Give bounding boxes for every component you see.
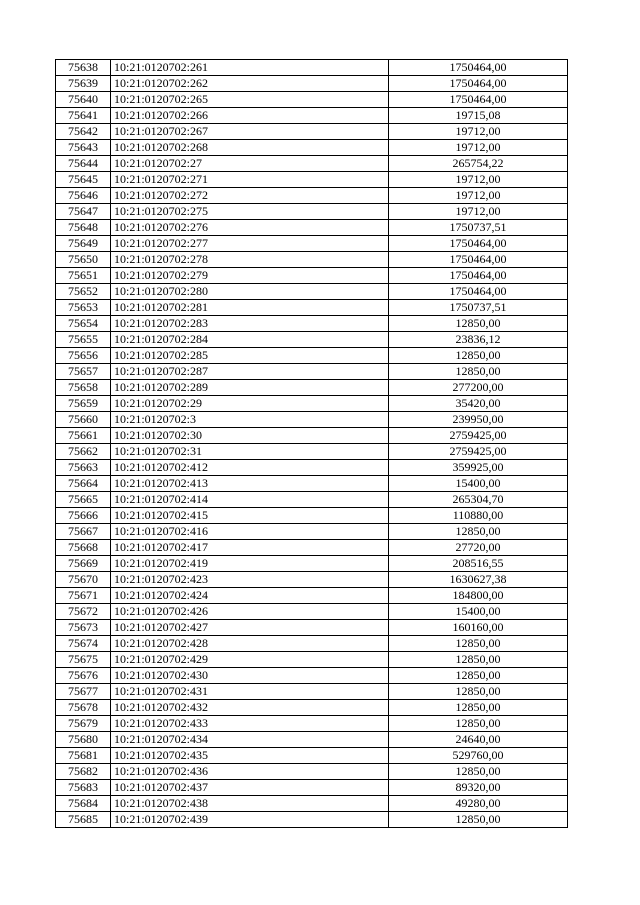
table-row	[56, 92, 568, 108]
table-row	[56, 428, 568, 444]
row-number-cell: 75660	[56, 412, 111, 428]
value-cell: 12850,00	[389, 348, 568, 364]
cadastral-number-cell: 10:21:0120702:276	[111, 220, 389, 236]
value-cell: 239950,00	[389, 412, 568, 428]
row-number-cell: 75683	[56, 780, 111, 796]
cadastral-number-cell: 10:21:0120702:412	[111, 460, 389, 476]
table-row	[56, 156, 568, 172]
row-number-cell: 75663	[56, 460, 111, 476]
value-cell: 1750464,00	[389, 60, 568, 76]
table-row	[56, 444, 568, 460]
row-number-cell: 75672	[56, 604, 111, 620]
row-number-cell: 75652	[56, 284, 111, 300]
value-cell: 359925,00	[389, 460, 568, 476]
cadastral-number-cell: 10:21:0120702:428	[111, 636, 389, 652]
row-number-cell: 75661	[56, 428, 111, 444]
table-row	[56, 812, 568, 828]
table-row	[56, 332, 568, 348]
row-number-cell: 75644	[56, 156, 111, 172]
table-row	[56, 108, 568, 124]
row-number-cell: 75673	[56, 620, 111, 636]
table-row	[56, 540, 568, 556]
row-number-cell: 75659	[56, 396, 111, 412]
value-cell: 23836,12	[389, 332, 568, 348]
table-row	[56, 380, 568, 396]
table-row	[56, 284, 568, 300]
value-cell: 19712,00	[389, 140, 568, 156]
value-cell: 277200,00	[389, 380, 568, 396]
cadastral-number-cell: 10:21:0120702:278	[111, 252, 389, 268]
row-number-cell: 75649	[56, 236, 111, 252]
cadastral-number-cell: 10:21:0120702:266	[111, 108, 389, 124]
table-body	[56, 60, 568, 828]
cadastral-number-cell: 10:21:0120702:268	[111, 140, 389, 156]
value-cell: 160160,00	[389, 620, 568, 636]
table-row	[56, 636, 568, 652]
cadastral-number-cell: 10:21:0120702:265	[111, 92, 389, 108]
cadastral-number-cell: 10:21:0120702:284	[111, 332, 389, 348]
value-cell: 1750464,00	[389, 252, 568, 268]
row-number-cell: 75675	[56, 652, 111, 668]
cadastral-number-cell: 10:21:0120702:31	[111, 444, 389, 460]
value-cell: 1750464,00	[389, 284, 568, 300]
table-row	[56, 460, 568, 476]
row-number-cell: 75639	[56, 76, 111, 92]
row-number-cell: 75650	[56, 252, 111, 268]
row-number-cell: 75679	[56, 716, 111, 732]
cadastral-number-cell: 10:21:0120702:424	[111, 588, 389, 604]
table-row	[56, 140, 568, 156]
value-cell: 49280,00	[389, 796, 568, 812]
table-row	[56, 220, 568, 236]
cadastral-number-cell: 10:21:0120702:435	[111, 748, 389, 764]
row-number-cell: 75647	[56, 204, 111, 220]
row-number-cell: 75671	[56, 588, 111, 604]
table-row	[56, 604, 568, 620]
value-cell: 89320,00	[389, 780, 568, 796]
row-number-cell: 75677	[56, 684, 111, 700]
cadastral-number-cell: 10:21:0120702:272	[111, 188, 389, 204]
value-cell: 12850,00	[389, 716, 568, 732]
table-row	[56, 652, 568, 668]
value-cell: 12850,00	[389, 364, 568, 380]
value-cell: 12850,00	[389, 812, 568, 828]
value-cell: 1750737,51	[389, 220, 568, 236]
row-number-cell: 75684	[56, 796, 111, 812]
cadastral-number-cell: 10:21:0120702:416	[111, 524, 389, 540]
row-number-cell: 75641	[56, 108, 111, 124]
cadastral-number-cell: 10:21:0120702:281	[111, 300, 389, 316]
table-row	[56, 316, 568, 332]
table-row	[56, 620, 568, 636]
row-number-cell: 75674	[56, 636, 111, 652]
row-number-cell: 75668	[56, 540, 111, 556]
row-number-cell: 75646	[56, 188, 111, 204]
table-row	[56, 76, 568, 92]
value-cell: 12850,00	[389, 684, 568, 700]
value-cell: 1750464,00	[389, 76, 568, 92]
value-cell: 12850,00	[389, 668, 568, 684]
row-number-cell: 75678	[56, 700, 111, 716]
row-number-cell: 75681	[56, 748, 111, 764]
value-cell: 19712,00	[389, 204, 568, 220]
cadastral-number-cell: 10:21:0120702:3	[111, 412, 389, 428]
table-row	[56, 588, 568, 604]
table-row	[56, 476, 568, 492]
cadastral-number-cell: 10:21:0120702:280	[111, 284, 389, 300]
value-cell: 1750464,00	[389, 92, 568, 108]
cadastral-number-cell: 10:21:0120702:261	[111, 60, 389, 76]
value-cell: 15400,00	[389, 476, 568, 492]
table-row	[56, 268, 568, 284]
table-row	[56, 236, 568, 252]
table-row	[56, 188, 568, 204]
value-cell: 1750464,00	[389, 268, 568, 284]
row-number-cell: 75640	[56, 92, 111, 108]
value-cell: 27720,00	[389, 540, 568, 556]
row-number-cell: 75676	[56, 668, 111, 684]
table-row	[56, 396, 568, 412]
value-cell: 19712,00	[389, 188, 568, 204]
cadastral-number-cell: 10:21:0120702:419	[111, 556, 389, 572]
value-cell: 1750464,00	[389, 236, 568, 252]
cadastral-number-cell: 10:21:0120702:426	[111, 604, 389, 620]
table-row	[56, 700, 568, 716]
cadastral-number-cell: 10:21:0120702:279	[111, 268, 389, 284]
value-cell: 19712,00	[389, 172, 568, 188]
table-row	[56, 732, 568, 748]
value-cell: 19715,08	[389, 108, 568, 124]
cadastral-number-cell: 10:21:0120702:433	[111, 716, 389, 732]
table-row	[56, 204, 568, 220]
value-cell: 12850,00	[389, 636, 568, 652]
value-cell: 2759425,00	[389, 428, 568, 444]
cadastral-number-cell: 10:21:0120702:429	[111, 652, 389, 668]
value-cell: 12850,00	[389, 700, 568, 716]
cadastral-number-cell: 10:21:0120702:430	[111, 668, 389, 684]
table-row	[56, 748, 568, 764]
table-row	[56, 252, 568, 268]
cadastral-number-cell: 10:21:0120702:275	[111, 204, 389, 220]
table-row	[56, 492, 568, 508]
table-row	[56, 364, 568, 380]
row-number-cell: 75656	[56, 348, 111, 364]
row-number-cell: 75664	[56, 476, 111, 492]
value-cell: 24640,00	[389, 732, 568, 748]
table-row	[56, 124, 568, 140]
cadastral-number-cell: 10:21:0120702:413	[111, 476, 389, 492]
value-cell: 110880,00	[389, 508, 568, 524]
cadastral-number-cell: 10:21:0120702:415	[111, 508, 389, 524]
row-number-cell: 75662	[56, 444, 111, 460]
row-number-cell: 75651	[56, 268, 111, 284]
cadastral-number-cell: 10:21:0120702:30	[111, 428, 389, 444]
value-cell: 1630627,38	[389, 572, 568, 588]
table-row	[56, 60, 568, 76]
cadastral-number-cell: 10:21:0120702:436	[111, 764, 389, 780]
value-cell: 12850,00	[389, 652, 568, 668]
cadastral-number-cell: 10:21:0120702:287	[111, 364, 389, 380]
cadastral-number-cell: 10:21:0120702:271	[111, 172, 389, 188]
value-cell: 19712,00	[389, 124, 568, 140]
table-row	[56, 172, 568, 188]
value-cell: 208516,55	[389, 556, 568, 572]
row-number-cell: 75680	[56, 732, 111, 748]
value-cell: 12850,00	[389, 764, 568, 780]
value-cell: 184800,00	[389, 588, 568, 604]
cadastral-number-cell: 10:21:0120702:262	[111, 76, 389, 92]
row-number-cell: 75658	[56, 380, 111, 396]
data-table	[55, 59, 568, 828]
value-cell: 2759425,00	[389, 444, 568, 460]
table-row	[56, 796, 568, 812]
row-number-cell: 75667	[56, 524, 111, 540]
table-row	[56, 412, 568, 428]
cadastral-number-cell: 10:21:0120702:27	[111, 156, 389, 172]
cadastral-number-cell: 10:21:0120702:417	[111, 540, 389, 556]
value-cell: 12850,00	[389, 316, 568, 332]
row-number-cell: 75670	[56, 572, 111, 588]
row-number-cell: 75642	[56, 124, 111, 140]
cadastral-number-cell: 10:21:0120702:439	[111, 812, 389, 828]
row-number-cell: 75669	[56, 556, 111, 572]
value-cell: 35420,00	[389, 396, 568, 412]
row-number-cell: 75665	[56, 492, 111, 508]
cadastral-number-cell: 10:21:0120702:29	[111, 396, 389, 412]
table-row	[56, 780, 568, 796]
table-row	[56, 300, 568, 316]
table-row	[56, 524, 568, 540]
cadastral-number-cell: 10:21:0120702:277	[111, 236, 389, 252]
row-number-cell: 75653	[56, 300, 111, 316]
cadastral-number-cell: 10:21:0120702:437	[111, 780, 389, 796]
value-cell: 265754,22	[389, 156, 568, 172]
cadastral-number-cell: 10:21:0120702:283	[111, 316, 389, 332]
table-row	[56, 572, 568, 588]
value-cell: 529760,00	[389, 748, 568, 764]
cadastral-number-cell: 10:21:0120702:423	[111, 572, 389, 588]
cadastral-number-cell: 10:21:0120702:267	[111, 124, 389, 140]
cadastral-number-cell: 10:21:0120702:431	[111, 684, 389, 700]
row-number-cell: 75643	[56, 140, 111, 156]
row-number-cell: 75645	[56, 172, 111, 188]
table-row	[56, 348, 568, 364]
cadastral-number-cell: 10:21:0120702:285	[111, 348, 389, 364]
row-number-cell: 75666	[56, 508, 111, 524]
cadastral-number-cell: 10:21:0120702:438	[111, 796, 389, 812]
row-number-cell: 75657	[56, 364, 111, 380]
row-number-cell: 75638	[56, 60, 111, 76]
cadastral-number-cell: 10:21:0120702:432	[111, 700, 389, 716]
table-row	[56, 508, 568, 524]
table-row	[56, 556, 568, 572]
row-number-cell: 75685	[56, 812, 111, 828]
value-cell: 12850,00	[389, 524, 568, 540]
cadastral-number-cell: 10:21:0120702:427	[111, 620, 389, 636]
row-number-cell: 75682	[56, 764, 111, 780]
cadastral-number-cell: 10:21:0120702:434	[111, 732, 389, 748]
row-number-cell: 75654	[56, 316, 111, 332]
cadastral-number-cell: 10:21:0120702:289	[111, 380, 389, 396]
table-row	[56, 684, 568, 700]
cadastral-number-cell: 10:21:0120702:414	[111, 492, 389, 508]
value-cell: 265304,70	[389, 492, 568, 508]
value-cell: 1750737,51	[389, 300, 568, 316]
value-cell: 15400,00	[389, 604, 568, 620]
row-number-cell: 75648	[56, 220, 111, 236]
table-row	[56, 716, 568, 732]
table-row	[56, 764, 568, 780]
row-number-cell: 75655	[56, 332, 111, 348]
table-row	[56, 668, 568, 684]
